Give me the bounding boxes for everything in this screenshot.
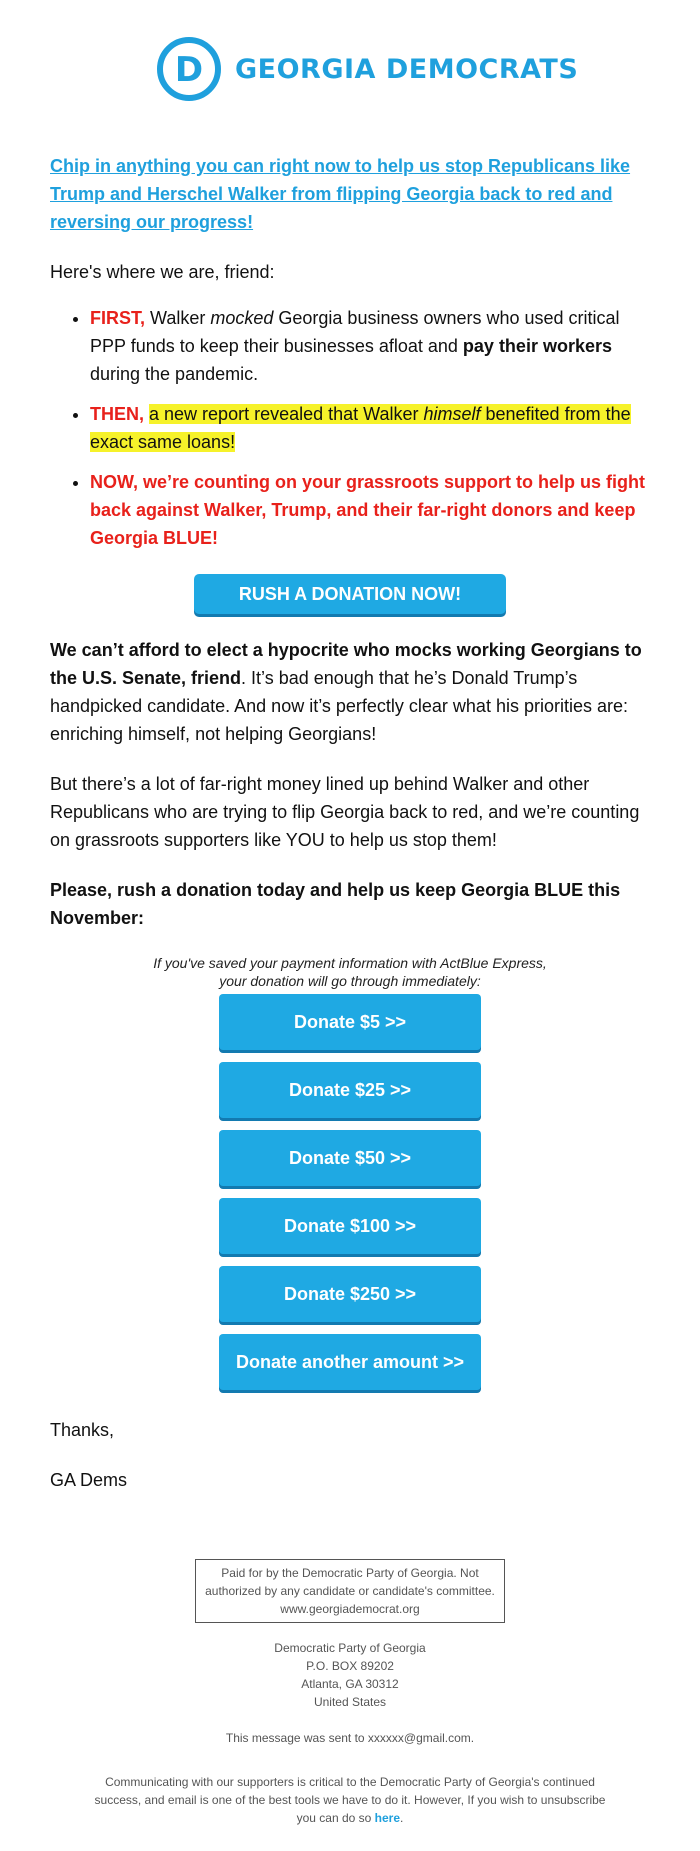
bullet-first (90, 304, 650, 388)
bullet-then-highlight (90, 404, 631, 452)
donate-25-button[interactable]: Donate $25 >> (219, 1062, 481, 1118)
signoff (50, 1416, 650, 1494)
donate-50-button[interactable]: Donate $50 >> (219, 1130, 481, 1186)
actblue-note (50, 954, 650, 990)
bullet-list (50, 304, 650, 552)
address-org: Democratic Party of Georgia (274, 1641, 426, 1655)
footer-website: www.georgiademocrat.org (280, 1602, 420, 1616)
paragraph-hypocrite-rest: . It’s bad enough that he’s Donald Trump’s handpicked candidate. And now it’s perfectly clear what his priorities are: enriching himself, not helping Georgians! (50, 668, 628, 744)
bullet-first-label: FIRST, (90, 308, 146, 328)
signoff-thanks: Thanks, (50, 1420, 115, 1440)
address-po-box: P.O. BOX 89202 (306, 1659, 394, 1673)
bullet-then-emphasis: himself (423, 404, 481, 424)
paragraph-call-to-action (50, 876, 650, 932)
rush-button-row (50, 574, 650, 614)
footer (50, 1559, 650, 1827)
bullet-first-emphasis: mocked (210, 308, 274, 328)
unsubscribe-notice (50, 1773, 650, 1827)
address-city: Atlanta, GA 30312 (301, 1677, 399, 1691)
svg-text:D: D (174, 50, 204, 90)
bullet-then-text-2: benefited from the exact same loans! (90, 404, 631, 452)
paragraph-far-right-money: But there’s a lot of far-right money lined up behind Walker and other Republicans who are trying to flip Georgia back to red, and we’re counting on grassroots supporters like YOU to help us stop them! (50, 774, 640, 850)
call-to-action-bold: Please, rush a donation today and help us keep Georgia BLUE this November: (50, 880, 621, 928)
signoff-name: GA Dems (50, 1470, 128, 1490)
bullet-first-text-1: Walker (145, 308, 211, 328)
donate-250-button[interactable]: Donate $250 >> (219, 1266, 481, 1322)
democrat-d-logo-icon (157, 37, 221, 101)
actblue-note-line-1: If you've saved your payment information with ActBlue Express, (153, 955, 547, 971)
bullet-now (90, 468, 650, 552)
bullet-then-label: THEN, (90, 404, 144, 424)
disclaimer-text: Paid for by the Democratic Party of Georgia. Not authorized by any candidate or candidate's committee. (205, 1566, 495, 1598)
paid-for-disclaimer (195, 1559, 505, 1623)
logo (157, 34, 579, 104)
unsubscribe-text: Communicating with our supporters is critical to the Democratic Party of Georgia's continued success, and email is one of the best tools we have to do it. However, If you wish to unsubscribe you can do so (94, 1775, 606, 1825)
chip-in-link[interactable]: Chip in anything you can right now to help us stop Republicans like Trump and Herschel Walker from flipping Georgia back to red and reversing our progress! (50, 156, 631, 232)
donate-other-amount-button[interactable]: Donate another amount >> (219, 1334, 481, 1390)
donate-100-button[interactable]: Donate $100 >> (219, 1198, 481, 1254)
bullet-then (90, 400, 650, 456)
bullet-then-text-1: a new report revealed that Walker (149, 404, 424, 424)
unsubscribe-link[interactable]: here (374, 1811, 401, 1825)
bullet-now-text: NOW, we’re counting on your grassroots support to help us fight back against Walker, Trump, and their far-right donors and keep Georgia BLUE! (90, 472, 646, 548)
mailing-address (50, 1639, 650, 1711)
greeting: Here's where we are, friend: (50, 262, 275, 282)
bullet-first-text-2: Georgia business owners who used critical PPP funds to keep their businesses afloat and (90, 308, 620, 356)
donate-5-button[interactable]: Donate $5 >> (219, 994, 481, 1050)
logo-text: GEORGIA DEMOCRATS (235, 53, 579, 85)
sent-to-notice: This message was sent to xxxxxx@gmail.com. (225, 1731, 475, 1745)
bullet-first-text-3: during the pandemic. (90, 364, 259, 384)
address-country: United States (313, 1695, 387, 1709)
bullet-first-strong: pay their workers (462, 336, 612, 356)
email-body (50, 152, 650, 1516)
unsubscribe-end: . (400, 1811, 404, 1825)
actblue-note-line-2: your donation will go through immediately: (219, 973, 481, 989)
rush-donation-button[interactable]: RUSH A DONATION NOW! (194, 574, 506, 614)
paragraph-hypocrite (50, 636, 650, 748)
donate-button-list (50, 994, 650, 1402)
paragraph-hypocrite-bold: We can’t afford to elect a hypocrite who mocks working Georgians to the U.S. Senate, friend (50, 640, 642, 688)
